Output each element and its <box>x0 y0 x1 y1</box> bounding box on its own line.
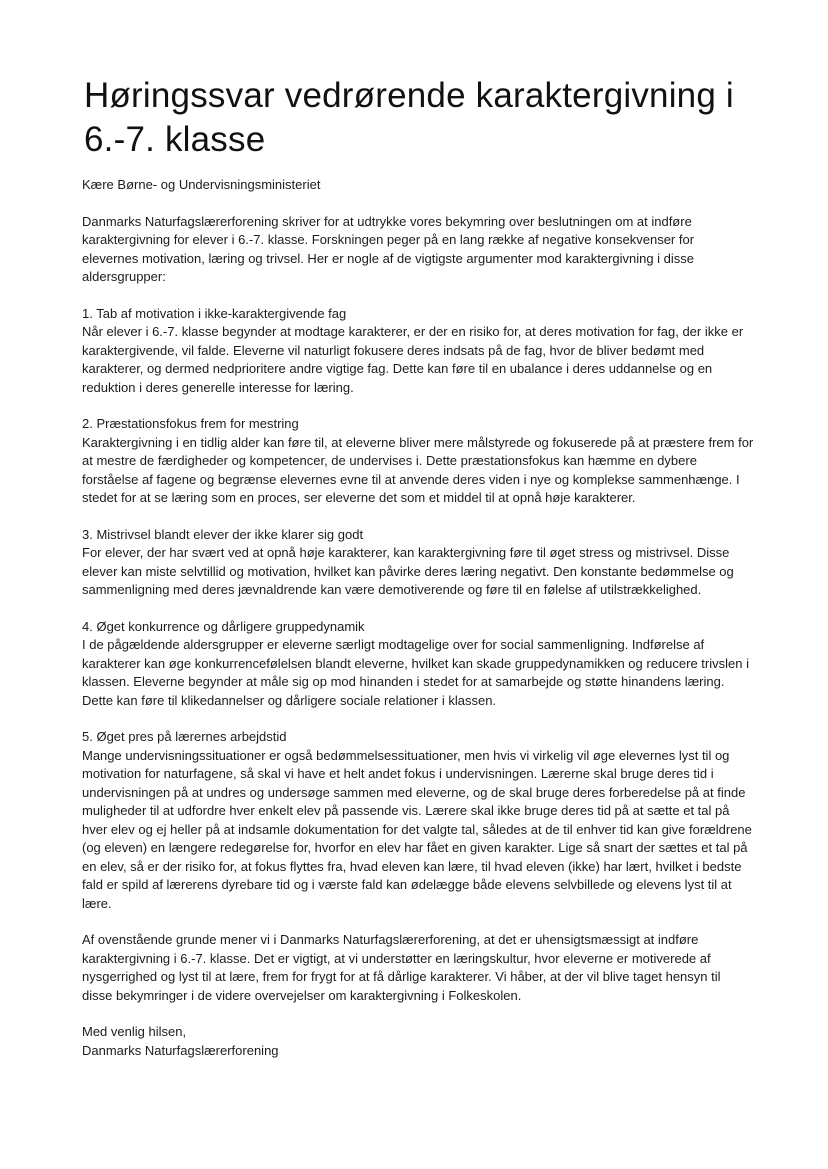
section-body: I de pågældende aldersgrupper er eleverne særligt modtagelige over for social sammenligning. Indførelse af karakterer kan øge konkurrencefølelsen blandt eleverne, hvilket kan skade gruppedynamikken og reducere trivslen i klassen. Eleverne begynder at måle sig op mod hinanden i stedet for at samarbejde og støtte hinandens læring. Dette kan føre til klikedannelser og dårligere sociale relationer i klassen. <box>82 637 749 708</box>
section-3 <box>82 526 754 600</box>
document-body <box>82 176 754 1060</box>
document-title: Høringssvar vedrørende karaktergivning i 6.-7. klasse <box>84 76 734 159</box>
section-heading: 1. Tab af motivation i ikke-karaktergivende fag <box>82 305 347 321</box>
section-body: Mange undervisningssituationer er også bedømmelsessituationer, men hvis vi virkelig vil øge elevernes lyst til og motivation for naturfagene, så skal vi have et helt andet fokus i undervisningen. Lærerne skal bruge deres tid i undervisningen på at undres og undersøge sammen med eleverne, og de skal bruge deres forberedelse på at finde muligheder til at udfordre hver enkelt elev på passende vis. Lærere skal ikke bruge deres tid på at sætte et tal på hver elev og ej heller på at indsamle dokumentation for det valgte tal, således at de til enhver tid kan give forældrene (og eleven) en længere redegørelse for, hvorfor en elev har fået en given karakter. Lige så snart der sættes et tal på en elev, så er der risiko for, at fokus flyttes fra, hvad eleven kan lære, til hvad eleven (ikke) har lært, hvilket i bedste fald er spild af lærerens dyrebare tid og i værste fald kan ødelægge både elevens selvbillede og elevens lyst til at lære. <box>82 747 752 911</box>
section-body: Karaktergivning i en tidlig alder kan føre til, at eleverne bliver mere målstyrede og fokuserede på at præstere frem for at mestre de færdigheder og kompetencer, de undervises i. Dette præstationsfokus kan hæmme en dybere forståelse af fagene og begrænse elevernes evne til at anvende deres viden i nye og komplekse sammenhænge. I stedet for at se læring som en proces, ser eleverne det som et middel til at opnå høje karakterer. <box>82 434 754 505</box>
section-body: Når elever i 6.-7. klasse begynder at modtage karakterer, er der en risiko for, at deres motivation for fag, der ikke er karaktergivende, vil falde. Eleverne vil naturligt fokusere deres indsats på de fag, hvor de bliver bedømt med karakterer, og dermed nedprioritere andre vigtige fag. Dette kan føre til en ubalance i deres uddannelse og en reduktion i deres generelle interesse for læring. <box>82 324 744 395</box>
section-heading: 4. Øget konkurrence og dårligere gruppedynamik <box>82 618 365 634</box>
section-heading: 2. Præstationsfokus frem for mestring <box>82 416 299 431</box>
signoff-greeting: Med venlig hilsen, <box>82 1024 187 1039</box>
signoff <box>82 1023 754 1060</box>
section-heading: 3. Mistrivsel blandt elever der ikke klarer sig godt <box>82 526 364 542</box>
section-heading: 5. Øget pres på lærernes arbejdstid <box>82 729 287 744</box>
signoff-sender: Danmarks Naturfagslærerforening <box>82 1042 279 1058</box>
closing-paragraph: Af ovenstående grunde mener vi i Danmarks Naturfagslærerforening, at det er uhensigtsmæssigt at indføre karaktergivning i 6.-7. klasse. Det er vigtigt, at vi understøtter en læringskultur, hvor eleverne er motiverede af nysgerrighed og lyst til at lære, frem for frygt for at få dårlige karakterer. Vi håber, at der vil blive taget hensyn til disse bekymringer i de videre overvejelser om karaktergivning i Folkeskolen. <box>82 932 721 1003</box>
section-4 <box>82 618 754 711</box>
salutation: Kære Børne- og Undervisningsministeriet <box>82 177 321 192</box>
intro-paragraph: Danmarks Naturfagslærerforening skriver for at udtrykke vores bekymring over beslutningen om at indføre karaktergivning for elever i 6.-7. klasse. Forskningen peger på en lang række af negative konsekvenser for elevernes motivation, læring og trivsel. Her er nogle af de vigtigste argumenter mod karaktergivning i disse aldersgrupper: <box>82 213 695 284</box>
section-body: For elever, der har svært ved at opnå høje karakterer, kan karaktergivning føre til øget stress og mistrivsel. Disse elever kan miste selvtillid og motivation, hvilket kan påvirke deres læring negativt. Den konstante bedømmelse og sammenligning med deres jævnaldrende kan være demotiverende og føre til en følelse af utilstrækkelighed. <box>82 545 734 597</box>
section-1 <box>82 305 754 398</box>
section-2 <box>82 415 754 508</box>
section-5 <box>82 728 754 913</box>
